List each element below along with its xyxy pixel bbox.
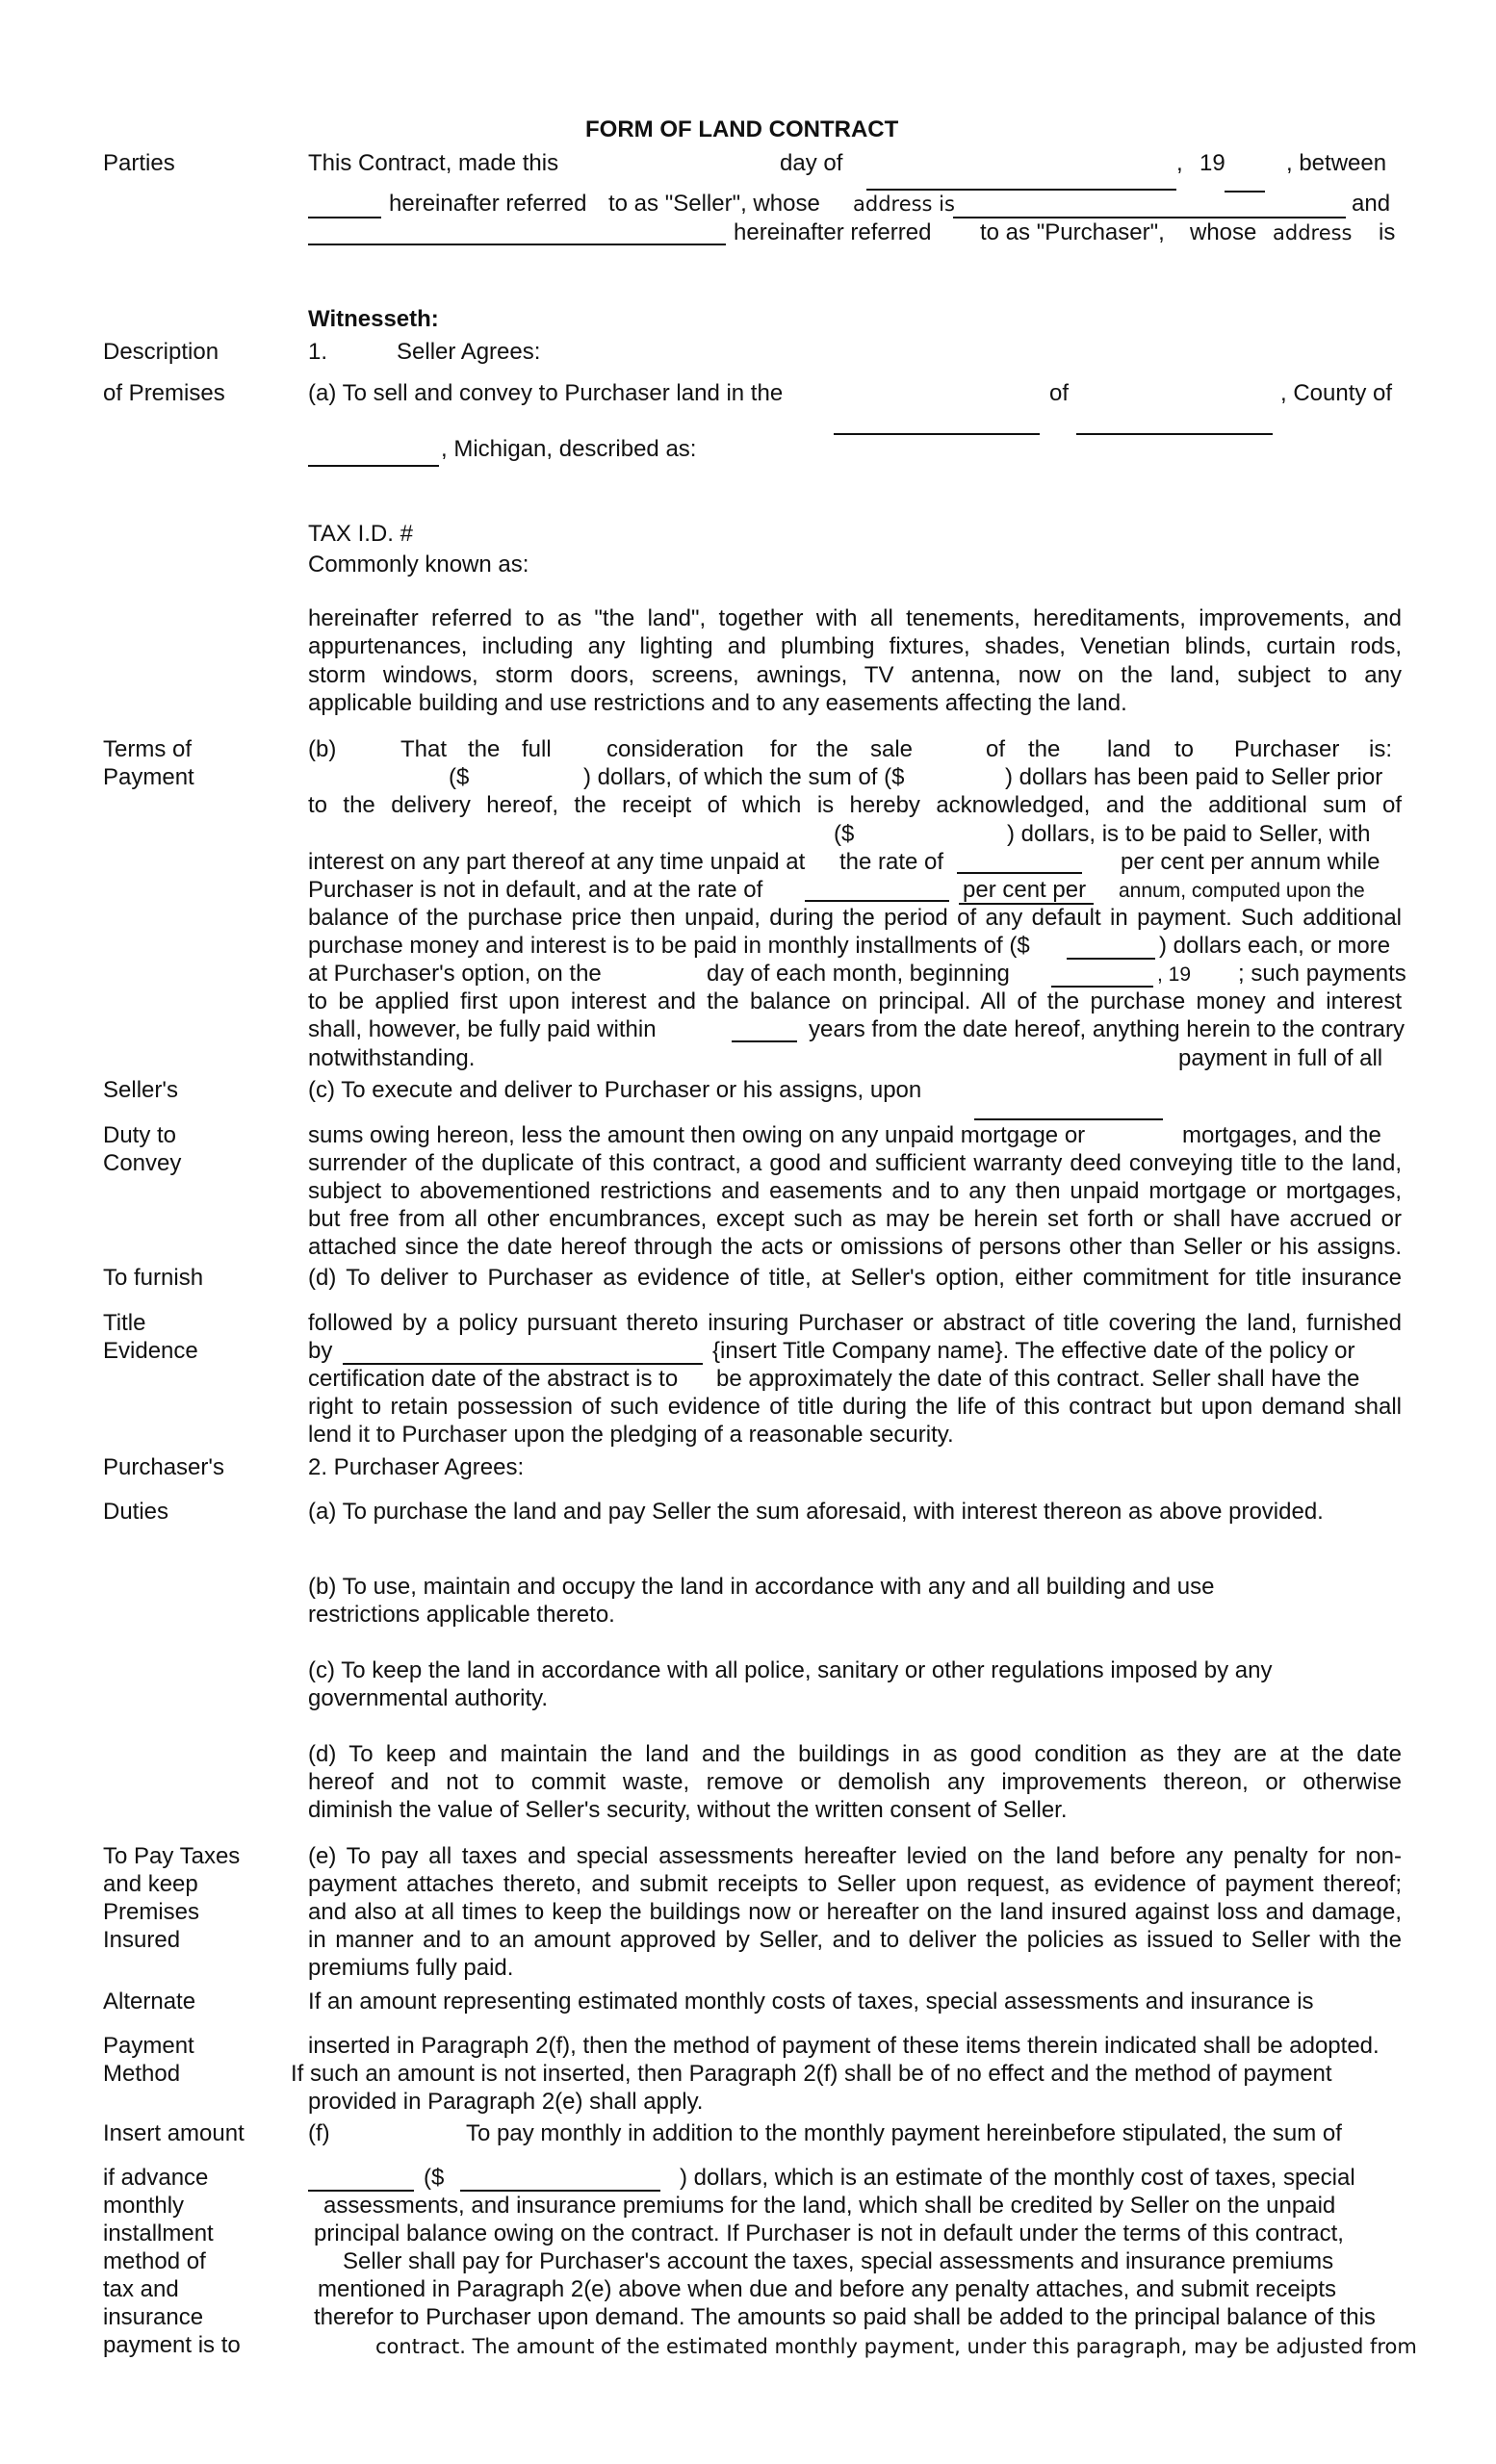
clause-1b-word: sale (870, 736, 914, 762)
clause-1b-word: of (986, 736, 1006, 762)
clause-1b-word: the (468, 736, 501, 762)
margin-alternate: Alternate (103, 1989, 196, 2015)
margin-insurance: insurance (103, 2304, 204, 2330)
payment-in-full-text: payment in full of all (1178, 1045, 1383, 1071)
clause-1d-line1: (d) To deliver to Purchaser as evidence of title, at Seller's option, either commitment for title insurance (308, 1265, 1402, 1291)
parties-line1-a: This Contract, made this (308, 150, 559, 176)
section-1-number: 1. (308, 339, 328, 365)
document-title: FORM OF LAND CONTRACT (585, 116, 899, 142)
interest-line-a: interest on any part thereof at any time unpaid at (308, 849, 806, 875)
margin-method: Method (103, 2061, 181, 2087)
margin-parties: Parties (103, 150, 175, 176)
clause-2c-line2: governmental authority. (308, 1685, 549, 1711)
parties-line3-d: address (1273, 221, 1353, 244)
land-paragraph-line4: applicable building and use restrictions and to any easements affecting the land. (308, 690, 1127, 716)
clause-2e-line4: in manner and to an amount approved by Seller, and to deliver the policies as issued to Seller with the (308, 1927, 1402, 1953)
parties-line1-b: day of (780, 150, 843, 176)
consideration-dollar: ($ (449, 764, 470, 790)
margin-insert-amount: Insert amount (103, 2120, 245, 2146)
clause-2b-line1: (b) To use, maintain and occupy the land in accordance with any and all building and use (308, 1574, 1215, 1600)
interest-rate-blank[interactable] (957, 872, 1082, 874)
clause-1d-by: by (308, 1338, 333, 1364)
clause-1a-of: of (1049, 380, 1070, 406)
clause-2e-line2: payment attaches thereto, and submit receipts to Seller upon request, as evidence of payment thereof; (308, 1871, 1402, 1897)
clause-2f-line2: ) dollars, which is an estimate of the monthly cost of taxes, special (680, 2165, 1355, 2191)
clause-2f-line1: To pay monthly in addition to the monthly payment hereinbefore stipulated, the sum of (466, 2120, 1342, 2146)
interest-line-c: per cent per annum while (1121, 849, 1380, 875)
notwithstanding-text: notwithstanding. (308, 1045, 476, 1071)
land-paragraph-line3: storm windows, storm doors, screens, awnings, TV antenna, now on the land, subject to any (308, 662, 1402, 688)
payment-day-line-d: ; such payments (1238, 961, 1406, 987)
tax-id-label: TAX I.D. # (308, 521, 413, 547)
margin-convey: Convey (103, 1150, 182, 1176)
clause-2c-line1: (c) To keep the land in accordance with all police, sanitary or other regulations imposed by any (308, 1657, 1273, 1683)
clause-1b-label: (b) (308, 736, 337, 762)
default-rate-line-b: per cent per (963, 877, 1087, 903)
margin-of-premises: of Premises (103, 380, 225, 406)
margin-insured: Insured (103, 1927, 181, 1953)
payment-day-line-b: day of each month, beginning (707, 961, 1010, 987)
clause-2d-line1: (d) To keep and maintain the land and the buildings in as good condition as they are at the date (308, 1741, 1402, 1767)
parties-line1-year: 19 (1199, 150, 1225, 176)
clause-2a: (a) To purchase the land and pay Seller the sum aforesaid, with interest thereon as above provided. (308, 1499, 1324, 1525)
clause-1b-word: is: (1369, 736, 1392, 762)
terms-line10: to be applied first upon interest and the balance on principal. All of the purchase money and interest (308, 988, 1402, 1014)
municipality-blank[interactable] (834, 433, 1040, 435)
clause-2d-line2: hereof and not to commit waste, remove or demolish any improvements thereon, or otherwise (308, 1769, 1402, 1795)
purchaser-name-blank[interactable] (308, 244, 726, 245)
clause-2e-line3: and also at all times to keep the buildings now or hereafter on the land insured against loss and damage, (308, 1899, 1402, 1925)
clause-1a-county: , County of (1280, 380, 1393, 406)
year-blank[interactable] (1225, 191, 1265, 192)
installments-line-b: ) dollars each, or more (1159, 933, 1391, 959)
default-rate-line-a: Purchaser is not in default, and at the rate of (308, 877, 763, 903)
parties-line3-c: whose (1190, 219, 1257, 245)
clause-1d-line4-a: certification date of the abstract is to (308, 1366, 679, 1392)
consideration-text-2: ) dollars has been paid to Seller prior (1005, 764, 1383, 790)
clause-1b-word: Purchaser (1234, 736, 1340, 762)
margin-duty-to: Duty to (103, 1122, 177, 1148)
clause-2b-line2: restrictions applicable thereto. (308, 1602, 615, 1628)
township-blank[interactable] (1076, 433, 1273, 435)
clause-1b-word: consideration (606, 736, 744, 762)
margin-sellers: Seller's (103, 1077, 178, 1103)
consideration-text: ) dollars, of which the sum of ($ (583, 764, 905, 790)
margin-payment-2: Payment (103, 2033, 194, 2059)
margin-method-of: method of (103, 2248, 206, 2274)
clause-1d-line2: followed by a policy pursuant thereto insuring Purchaser or abstract of title covering the land, furnished (308, 1310, 1402, 1336)
years-blank[interactable] (732, 1040, 797, 1042)
clause-2d-line3: diminish the value of Seller's security, without the written consent of Seller. (308, 1797, 1068, 1823)
clause-1c-line5: but free from all other encumbrances, except such as may be herein set forth or shall have accrued or (308, 1206, 1402, 1232)
margin-payment-is-to: payment is to (103, 2332, 241, 2358)
clause-1b-word: to (1174, 736, 1195, 762)
margin-evidence: Evidence (103, 1338, 198, 1364)
alternate-line2: inserted in Paragraph 2(f), then the method of payment of these items therein indicated shall be adopted. (308, 2033, 1380, 2059)
clause-2f-line7: therefor to Purchaser upon demand. The amounts so paid shall be added to the principal balance of this (314, 2304, 1376, 2330)
margin-payment: Payment (103, 764, 194, 790)
margin-to-pay-taxes: To Pay Taxes (103, 1843, 241, 1869)
margin-duties: Duties (103, 1499, 169, 1525)
clause-1d-line3: {insert Title Company name}. The effective date of the policy or (712, 1338, 1355, 1364)
land-paragraph-line1: hereinafter referred to as "the land", together with all tenements, hereditaments, improvements, and (308, 605, 1402, 631)
years-line-a: shall, however, be fully paid within (308, 1016, 657, 1042)
terms-line7: balance of the purchase price then unpaid, during the period of any default in payment. Such additional (308, 905, 1402, 931)
interest-line-b: the rate of (839, 849, 944, 875)
margin-title: Title (103, 1310, 146, 1336)
payment-day-line-a: at Purchaser's option, on the (308, 961, 602, 987)
margin-monthly: monthly (103, 2193, 185, 2219)
clause-2f-dollar: ($ (424, 2165, 445, 2191)
clause-2f-label: (f) (308, 2120, 330, 2146)
additional-sum-dollar: ($ (834, 821, 855, 847)
parties-line2-b: to as "Seller", whose (608, 191, 820, 217)
clause-1c-line3: surrender of the duplicate of this contract, a good and sufficient warranty deed conveying title to the land, (308, 1150, 1402, 1176)
default-rate-blank[interactable] (805, 900, 949, 902)
clause-2e-line5: premiums fully paid. (308, 1955, 514, 1981)
commonly-known-label: Commonly known as: (308, 552, 529, 578)
margin-premises: Premises (103, 1899, 200, 1925)
clause-2f-line4: principal balance owing on the contract. If Purchaser is not in default under the terms of this contract, (314, 2220, 1344, 2246)
clause-2f-line3: assessments, and insurance premiums for the land, which shall be credited by Seller on the unpaid (323, 2193, 1336, 2219)
years-line-b: years from the date hereof, anything herein to the contrary (809, 1016, 1406, 1042)
parties-line3-a: hereinafter referred (734, 219, 932, 245)
clause-1d-line6: lend it to Purchaser upon the pledging of a reasonable security. (308, 1422, 954, 1448)
terms-line3: to the delivery hereof, the receipt of which is hereby acknowledged, and the additional sum of (308, 792, 1402, 818)
alternate-line4: provided in Paragraph 2(e) shall apply. (308, 2089, 704, 2115)
seller-agrees-heading: Seller Agrees: (397, 339, 541, 365)
alternate-line1: If an amount representing estimated monthly costs of taxes, special assessments and insurance is (308, 1989, 1314, 2015)
parties-line1-e: , between (1286, 150, 1387, 176)
installment-amount-blank[interactable] (1067, 958, 1155, 960)
clause-1d-line4-b: be approximately the date of this contract. Seller shall have the (716, 1366, 1360, 1392)
margin-purchasers: Purchaser's (103, 1454, 224, 1480)
clause-1b-word: the (816, 736, 849, 762)
margin-installment: installment (103, 2220, 214, 2246)
clause-1b-word: the (1028, 736, 1061, 762)
clause-1a-line2: , Michigan, described as: (441, 436, 697, 462)
seller-name-blank[interactable] (308, 217, 381, 218)
clause-1c-line2-a: sums owing hereon, less the amount then owing on any unpaid mortgage or (308, 1122, 1086, 1148)
parties-line3-b: to as "Purchaser", (980, 219, 1165, 245)
payment-in-full-blank[interactable] (974, 1118, 1163, 1120)
margin-tax-and: tax and (103, 2276, 179, 2302)
additional-sum-text: ) dollars, is to be paid to Seller, with (1007, 821, 1371, 847)
clause-2f-line8: contract. The amount of the estimated monthly payment, under this paragraph, may be adjusted from (375, 2335, 1417, 2358)
parties-line3-e: is (1379, 219, 1396, 245)
margin-terms-of: Terms of (103, 736, 193, 762)
clause-1b-word: full (522, 736, 552, 762)
parties-line2-c: address is (853, 192, 955, 216)
land-paragraph-line2: appurtenances, including any lighting and plumbing fixtures, shades, Venetian blinds, curtain rods, (308, 633, 1402, 659)
clause-1c-line2-b: mortgages, and the (1182, 1122, 1381, 1148)
default-rate-line-c: annum, computed upon the (1119, 880, 1365, 902)
parties-line2-a: hereinafter referred (389, 191, 587, 217)
clause-1a-line1: (a) To sell and convey to Purchaser land in the (308, 380, 784, 406)
clause-1b-word: That (400, 736, 448, 762)
margin-to-furnish: To furnish (103, 1265, 204, 1291)
clause-1c-line6: attached since the date hereof through the acts or omissions of persons other than Seller or his assigns. (308, 1234, 1402, 1260)
clause-2f-line6: mentioned in Paragraph 2(e) above when due and before any penalty attaches, and submit receipts (318, 2276, 1337, 2302)
alternate-line3: If such an amount is not inserted, then Paragraph 2(f) shall be of no effect and the method of payment (291, 2061, 1332, 2087)
margin-description: Description (103, 339, 219, 365)
clause-1c-line4: subject to abovementioned restrictions and easements and to any then unpaid mortgage or mortgages, (308, 1178, 1402, 1204)
county-blank[interactable] (308, 465, 439, 467)
purchaser-agrees-heading: 2. Purchaser Agrees: (308, 1454, 525, 1480)
clause-1d-line5: right to retain possession of such evidence of title during the life of this contract but upon demand shall (308, 1394, 1402, 1420)
margin-and-keep: and keep (103, 1871, 198, 1897)
clause-2e-line1: (e) To pay all taxes and special assessments hereafter levied on the land before any penalty for non- (308, 1843, 1402, 1869)
installments-line-a: purchase money and interest is to be paid in monthly installments of ($ (308, 933, 1030, 959)
witnesseth-heading: Witnesseth: (308, 306, 439, 332)
parties-line2-d: and (1352, 191, 1391, 217)
clause-1b-word: land (1107, 736, 1151, 762)
clause-1c-line1: (c) To execute and deliver to Purchaser or his assigns, upon (308, 1077, 922, 1103)
margin-if-advance: if advance (103, 2165, 209, 2191)
clause-2f-line5: Seller shall pay for Purchaser's account the taxes, special assessments and insurance premiums (343, 2248, 1334, 2274)
payment-day-line-c: , 19 (1157, 963, 1192, 986)
clause-1b-word: for (770, 736, 798, 762)
parties-line1-c: , (1176, 150, 1183, 176)
